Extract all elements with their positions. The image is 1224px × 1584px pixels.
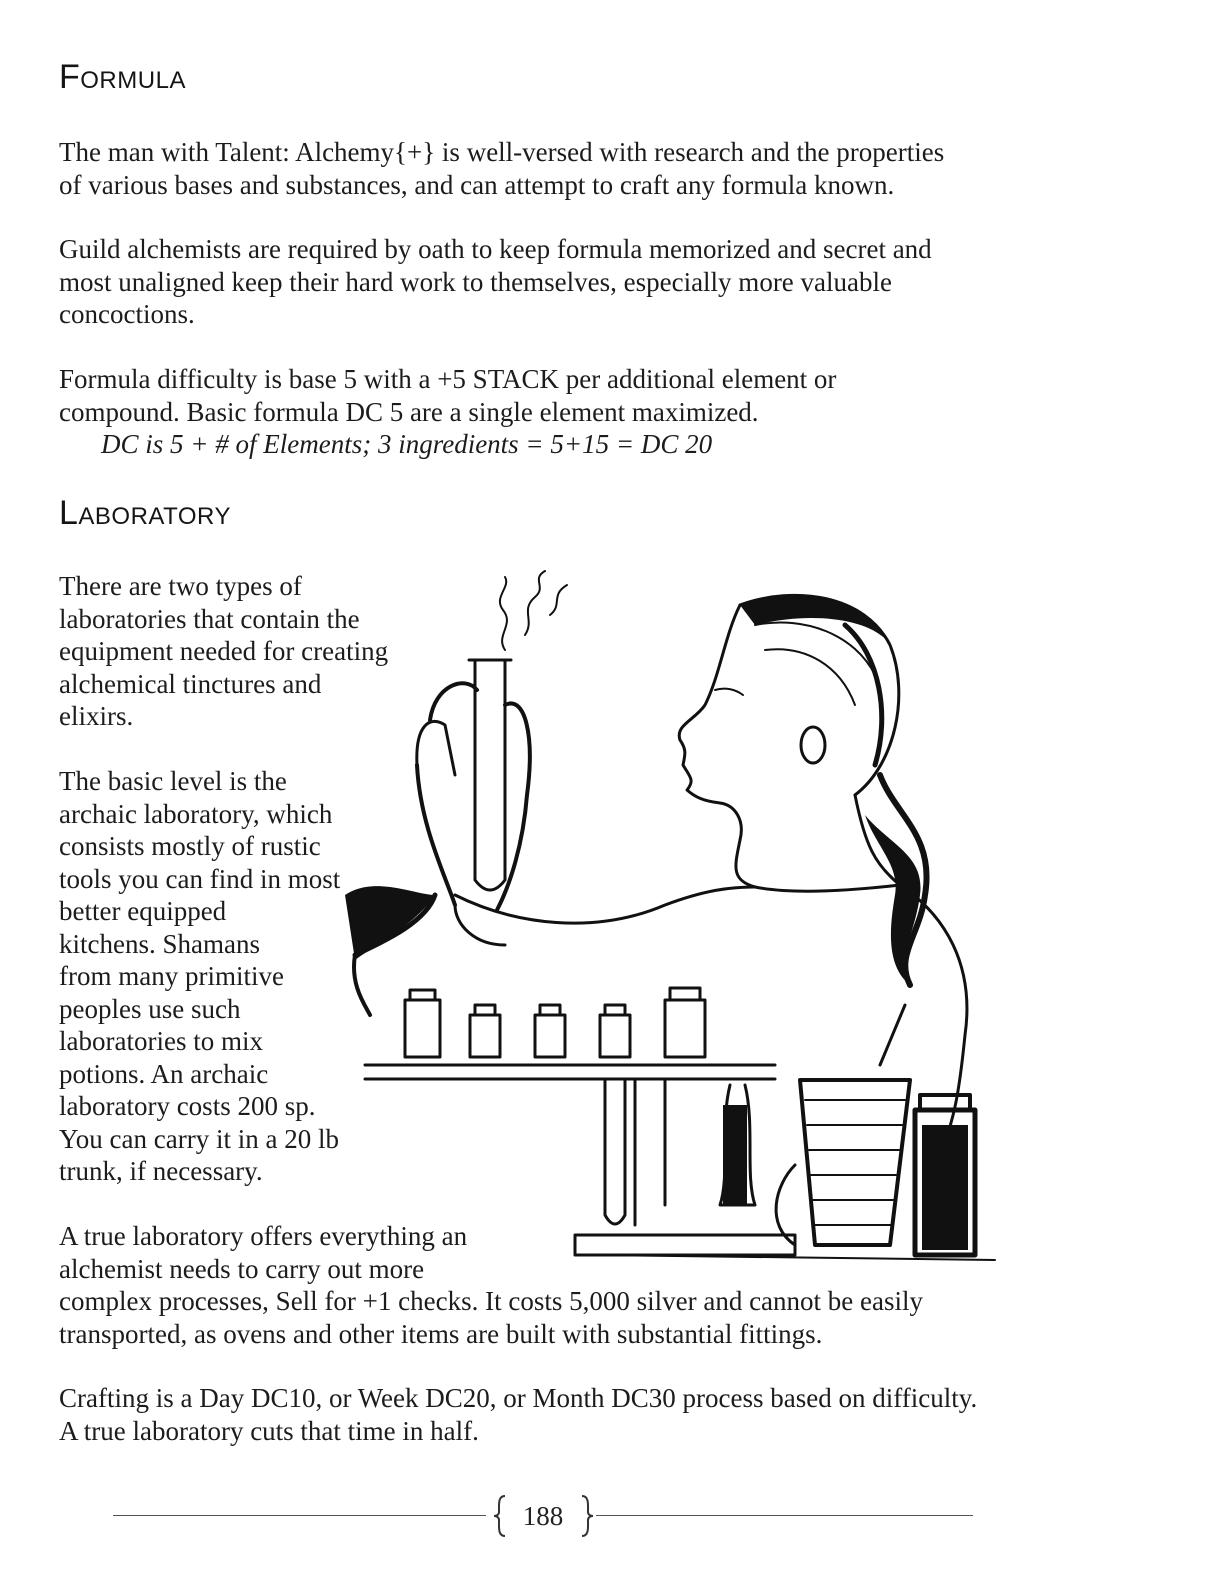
text-line: laboratories to mix: [59, 1026, 263, 1056]
page-number: 188: [522, 1501, 564, 1531]
laboratory-paragraph-2: [59, 765, 340, 1188]
text-line: potions. An archaic: [59, 1058, 269, 1089]
text-line: concoctions.: [59, 299, 195, 329]
formula-paragraph-1: [59, 136, 944, 201]
text-line: The basic level is the: [59, 766, 287, 796]
text-line: laboratory costs 200 sp.: [59, 1091, 316, 1121]
text-line: peoples use such: [59, 993, 241, 1024]
text-line: There are two types of: [59, 571, 302, 601]
text-line: consists mostly of rustic: [59, 831, 321, 861]
footer-rule-left: [113, 1515, 486, 1516]
text-line: A true laboratory cuts that time in half.: [59, 1415, 479, 1446]
laboratory-paragraph-3: [59, 1220, 923, 1350]
text-line: elixirs.: [59, 701, 134, 731]
text-line: tools you can find in most: [59, 863, 341, 894]
text-line: transported, as ovens and other items are built with substantial fittings.: [59, 1318, 823, 1349]
alchemist-illustration: [335, 565, 1015, 1285]
footer-rule-right: [596, 1515, 973, 1516]
text-line: of various bases and substances, and can attempt to craft any formula known.: [59, 169, 895, 200]
formula-paragraph-2: [59, 233, 932, 331]
text-line: Guild alchemists are required by oath to keep formula memorized and secret and: [59, 234, 932, 264]
text-line: better equipped: [59, 896, 227, 926]
text-line: archaic laboratory, which: [59, 798, 333, 829]
text-line: alchemical tinctures and: [59, 668, 322, 699]
text-line: equipment needed for creating: [59, 636, 389, 666]
text-line: trunk, if necessary.: [59, 1156, 263, 1186]
text-line: You can carry it in a 20 lb: [59, 1123, 339, 1154]
text-line: Crafting is a Day DC10, or Week DC20, or Month DC30 process based on difficulty.: [59, 1383, 978, 1413]
laboratory-heading: Laboratory: [59, 494, 231, 532]
text-line: alchemist needs to carry out more: [59, 1253, 425, 1284]
text-line: complex processes, Sell for +1 checks. It costs 5,000 silver and cannot be easily: [59, 1286, 923, 1316]
text-line: kitchens. Shamans: [59, 928, 260, 959]
text-line: A true laboratory offers everything an: [59, 1221, 468, 1251]
text-line: Formula difficulty is base 5 with a +5 STACK per additional element or: [59, 364, 837, 394]
text-line: The man with Talent: Alchemy{+} is well-versed with research and the properties: [59, 137, 945, 167]
formula-paragraph-3: [59, 363, 836, 461]
text-line: most unaligned keep their hard work to themselves, especially more valuable: [59, 266, 892, 297]
text-line: laboratories that contain the: [59, 603, 360, 634]
dc-formula-example: DC is 5 + # of Elements; 3 ingredients = 5+15 = DC 20: [101, 429, 713, 459]
text-line: compound. Basic formula DC 5 are a single element maximized.: [59, 396, 759, 427]
laboratory-paragraph-4: [59, 1382, 977, 1447]
formula-heading: Formula: [59, 58, 186, 96]
right-bracket-icon: [580, 1494, 594, 1538]
text-line: from many primitive: [59, 961, 284, 991]
